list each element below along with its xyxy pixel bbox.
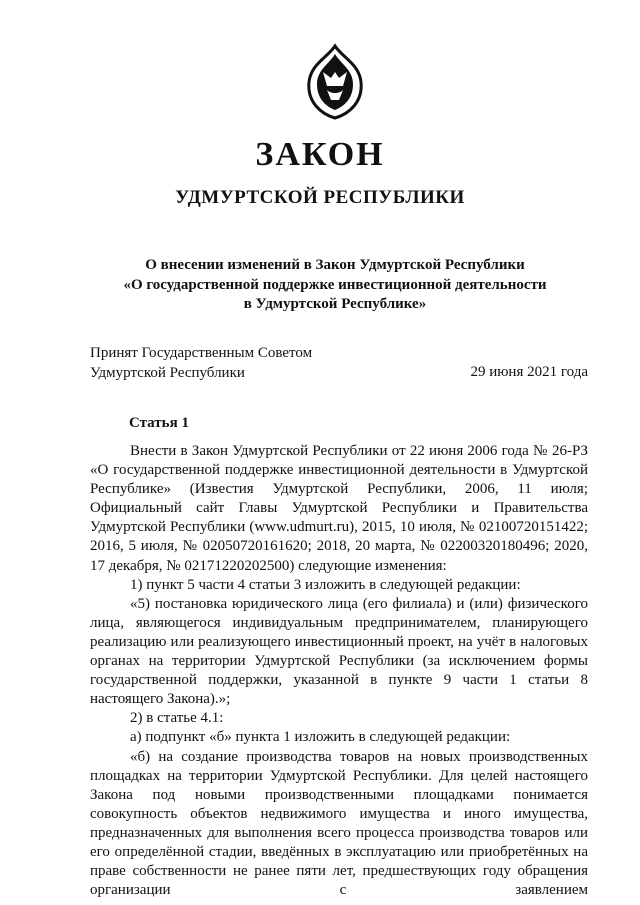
- subject-line: «О государственной поддержке инвестиционной деятельности: [123, 276, 547, 293]
- document-subtitle: УДМУРТСКОЙ РЕСПУБЛИКИ: [175, 187, 465, 208]
- law-subject: [100, 256, 570, 315]
- paragraph-item1: 1) пункт 5 части 4 статьи 3 изложить в следующей редакции:: [130, 576, 521, 593]
- adoption-authority: [90, 344, 312, 383]
- paragraph-item2a-text: «б) на создание производства товаров на новых производственных площадках на территории Удмуртской Республики. Для целей настоящего Закона под новыми производственными площадками понимается совокупность объектов недвижимого имущества и иного имущества, предназначенных для выполнения всего процесса производства товаров или его определённой стадии, введённых в эксплуатацию или приобретённых на праве собственности не ранее пяти лет, предшествующих году обращения организации с заявлением: [90, 748, 588, 899]
- paragraph-item2: 2) в статье 4.1:: [130, 710, 224, 727]
- document-title: ЗАКОН: [255, 136, 385, 173]
- article-heading: Статья 1: [129, 415, 189, 431]
- adoption-date: 29 июня 2021 года: [470, 364, 588, 380]
- article-body: [90, 442, 588, 900]
- subject-line: О внесении изменений в Закон Удмуртской Республики: [145, 257, 525, 273]
- paragraph-item2a: а) подпункт «б» пункта 1 изложить в следующей редакции:: [130, 729, 511, 746]
- adoption-line: Принят Государственным Советом: [90, 345, 313, 361]
- coat-of-arms-icon: [303, 42, 367, 122]
- adoption-line: Удмуртской Республики: [90, 364, 245, 381]
- paragraph-intro: Внести в Закон Удмуртской Республики от 22 июня 2006 года № 26-РЗ «О государственной поддержке инвестиционной деятельности в Удмуртской Республике» (Известия Удмуртской Республики, 2006, 11 июля; Официальный сайт Главы Удмуртской Республики и Правительства Удмуртской Республики (www.udmurt.ru), 2015, 10 июля, № 02100720151422; 2016, 5 июля, № 02050720161620; 2018, 20 марта, № 02200320180496; 2020, 17 декабря, № 02171220202500) следующие изменения:: [90, 443, 588, 574]
- paragraph-item1-text: «5) постановка юридического лица (его филиала) и (или) физического лица, являющегося индивидуальным предпринимателем, планирующего реализацию или реализующего инвестиционный проект, на учёт в налоговых органах на территории Удмуртской Республики (за исключением формы государственной поддержки, указанной в пункте 9 части 1 статьи 8 настоящего Закона).»;: [90, 595, 588, 708]
- subject-line: в Удмуртской Республике»: [243, 296, 427, 312]
